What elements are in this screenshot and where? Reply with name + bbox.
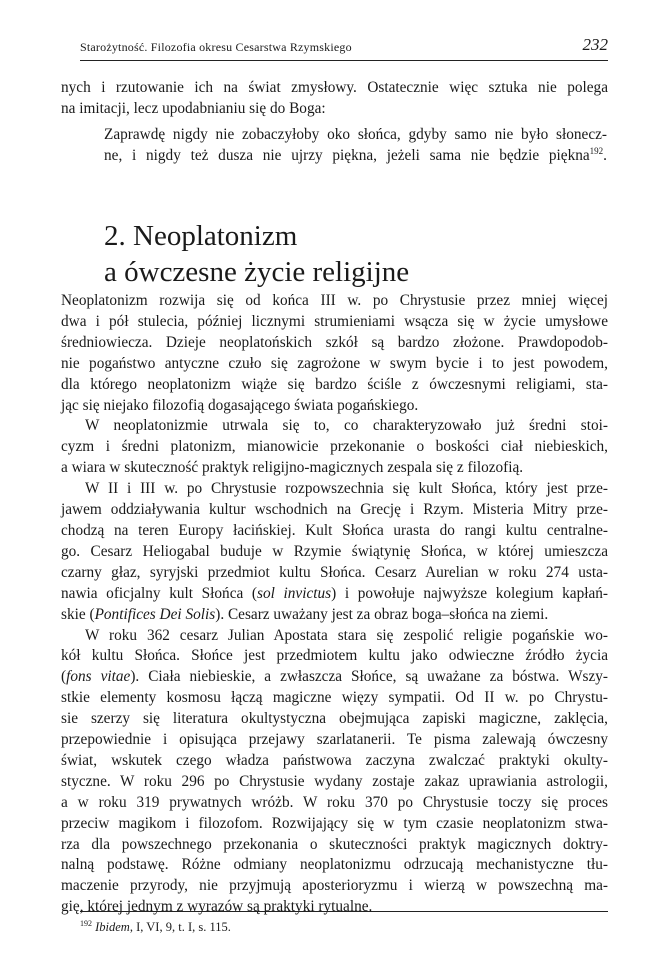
intro-paragraph <box>61 78 608 120</box>
section-heading-line: 2. Neoplatonizm <box>104 220 298 252</box>
latin-term: sol invictus <box>257 584 332 602</box>
text-line: średniowiecza. Dzieje neoplatońskich szkół są bardzo złożone. Prawdopodob- <box>61 333 608 351</box>
footnote <box>80 920 231 935</box>
text-line: przepowiednie i opisująca przejawy szarlatanerii. Te pisma zalewają ówczesny <box>61 731 608 749</box>
text-line: a wiara w skuteczność praktyk religijno-magicznych zespala się z filozofią. <box>61 459 524 477</box>
text-segment: ) i powołuje najwyższe kolegium kapłań- <box>331 584 609 602</box>
text-line: stkie elementy kosmosu łączą magiczne więzy sympatii. Od II w. po Chrystu- <box>61 689 608 707</box>
quote-line <box>104 146 607 167</box>
text-segment: nawia oficjalny kult Słońca ( <box>61 584 258 602</box>
footnote-number: 192 <box>80 918 92 928</box>
page-number: 232 <box>582 35 608 54</box>
quote-end: . <box>603 146 607 164</box>
text-line: maczenie przyrody, nie przyjmują aposterioryzmu i wierzą w powszechną ma- <box>61 877 608 895</box>
text-segment: skie ( <box>61 605 95 623</box>
text-line: cyzm i średni platonizm, mianowicie przekonanie o boskości ciał niebieskich, <box>61 438 608 456</box>
text-line <box>61 584 608 605</box>
footnote-reference[interactable]: 192 <box>589 145 604 156</box>
text-line: Neoplatonizm rozwija się od końca III w. po Chrystusie przez mniej więcej <box>61 292 608 309</box>
section-heading-line: a ówczesne życie religijne <box>104 256 410 288</box>
latin-term: fons vitae <box>66 668 131 686</box>
text-line: jąc się niejako filozofią dogasającego świata pogańskiego. <box>61 396 419 414</box>
text-line <box>61 605 608 626</box>
text-line: a w roku 319 prywatnych wróżb. W roku 370 po Chrystusie toczy się proces <box>61 793 608 811</box>
footnote-divider <box>80 911 608 912</box>
text-line: nalną podstawę. Różne odmiany neoplatonizmu odrzucają mechanistyczne tłu- <box>61 856 608 874</box>
text-segment: ). Ciała niebieskie, a zwłaszcza Słońce, są uważane za bóstwa. Wszy- <box>130 668 608 686</box>
text-line: gię, której jednym z wyrazów są praktyki rytualne. <box>61 898 373 916</box>
text-line: go. Cesarz Heliogabal buduje w Rzymie świątynię Słońca, w której umieszcza <box>61 542 608 560</box>
running-head: Starożytność. Filozofia okresu Cesarstwa Rzymskiego <box>80 40 352 54</box>
text-line: W roku 362 cesarz Julian Apostata stara się zespolić religie pogańskie wo- <box>85 626 608 644</box>
text-line <box>61 667 608 688</box>
text-line: nie pogaństwo antyczne czuło się zagrożone w swym bycie i to jest powodem, <box>61 354 608 372</box>
block-quote <box>104 125 607 167</box>
text-line: chodzą na teren Europy łacińskiej. Kult Słońca urasta do rangi kultu centralne- <box>61 521 608 539</box>
latin-term: Pontifices Dei Solis <box>94 605 216 623</box>
text-line: kół kultu Słońca. Słońce jest przedmiotem kultu jako odwieczne źródło życia <box>61 647 608 665</box>
text-line: rza dla powszechnego przekonania o skuteczności praktyk magicznych doktry- <box>61 835 608 853</box>
page-header <box>80 34 608 61</box>
text-line: przeciw magikom i filozofom. Rozwijający się w tym czasie neoplatonizm stwa- <box>61 814 608 832</box>
text-segment: ). Cesarz uważany jest za obraz boga–słońca na ziemi. <box>215 605 549 623</box>
text-line: sie szerzy się literatura okultystyczna obejmująca zapiski magiczne, zaklęcia, <box>61 710 608 728</box>
footnote-text: , I, VI, 9, t. I, s. 115. <box>129 920 231 934</box>
text-line: świat, wskutek czego władza państwowa zaczyna zwalczać praktyki okulty- <box>61 751 608 769</box>
section-heading <box>104 218 409 290</box>
quote-text: ne, i nigdy też dusza nie ujrzy piękna, jeżeli sama nie będzie piękna <box>104 146 590 164</box>
quote-line: Zaprawdę nigdy nie zobaczyłoby oko słońca, gdyby samo nie było słonecz- <box>104 126 607 143</box>
text-line: nych i rzutowanie ich na świat zmysłowy. Ostatecznie więc sztuka nie polega <box>61 79 608 96</box>
text-line: styczne. W roku 296 po Chrystusie wydany zostaje zakaz uprawiania astrologii, <box>61 772 608 790</box>
text-segment: ( <box>61 668 67 686</box>
text-line: W II i III w. po Chrystusie rozpowszechnia się kult Słońca, który jest prze- <box>85 480 608 498</box>
section-body <box>61 291 608 918</box>
text-line: dla którego neoplatonizm wiąże się bardzo ściśle z ówczesnymi religiami, sta- <box>61 375 608 393</box>
text-line: dwa i pół stulecia, później licznymi strumieniami wsącza się w życie umysłowe <box>61 312 608 330</box>
text-line: czarny głaz, syryjski przedmiot kultu Słońca. Cesarz Aurelian w roku 274 usta- <box>61 563 608 581</box>
text-line: jawem oddziaływania kultur wschodnich na Grecję i Rzym. Misteria Mitry prze- <box>61 501 608 519</box>
text-line: W neoplatonizmie utrwala się to, co charakteryzowało już średni stoi- <box>85 417 608 435</box>
footnote-title: Ibidem <box>95 920 130 934</box>
text-line: na imitacji, lecz upodabnianiu się do Boga: <box>61 99 326 117</box>
